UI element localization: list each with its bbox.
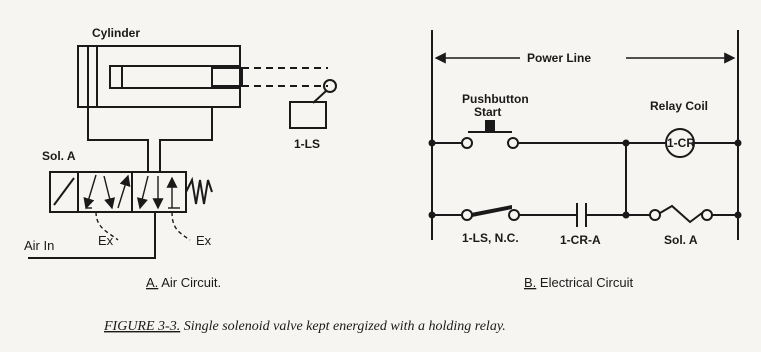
pushbutton-terminal-right	[508, 138, 518, 148]
solenoid-terminal-right	[702, 210, 712, 220]
cylinder	[78, 46, 242, 107]
solenoid-a	[50, 172, 78, 212]
cylinder-port-line-right	[160, 107, 212, 172]
solenoid-valve	[78, 172, 186, 212]
relay-contact-1cr-a	[577, 203, 586, 227]
electrical-caption-text: Electrical Circuit	[536, 275, 634, 290]
figure-caption-text: Single solenoid valve kept energized with a holding relay.	[180, 319, 506, 334]
cylinder-label: Cylinder	[92, 26, 141, 40]
figure-caption	[103, 319, 506, 334]
relay-contact-label: 1-CR-A	[560, 233, 601, 247]
solenoid-a-coil	[660, 206, 702, 222]
limit-switch-label: 1-LS	[294, 137, 321, 151]
power-line-label: Power Line	[527, 51, 592, 65]
cylinder-port-line-left	[88, 107, 148, 172]
electrical-caption-letter: B.	[524, 275, 537, 290]
limit-switch-terminal-right	[509, 210, 519, 220]
pushbutton-start	[468, 120, 512, 132]
air-circuit	[24, 26, 336, 290]
rung-2	[429, 203, 742, 227]
limit-switch-nc-label: 1-LS, N.C.	[462, 231, 519, 245]
solenoid-contact-label: Sol. A	[664, 233, 698, 247]
air-in-label: Air In	[24, 238, 55, 253]
pushbutton-start-label: Start	[474, 105, 502, 119]
pushbutton-terminal-left	[462, 138, 472, 148]
pushbutton-label: Pushbutton	[462, 92, 529, 106]
solenoid-terminal-left	[650, 210, 660, 220]
figure-caption-id: FIGURE 3-3.	[104, 319, 181, 334]
limit-switch-nc-contact	[471, 205, 512, 217]
exhaust-right-line	[172, 212, 190, 240]
air-caption-letter: A.	[146, 275, 159, 290]
solenoid-label: Sol. A	[42, 149, 76, 163]
limit-switch-1ls	[290, 80, 336, 128]
air-circuit-caption	[146, 275, 221, 290]
electrical-circuit-caption	[524, 275, 633, 290]
relay-coil-id: 1-CR	[667, 136, 696, 150]
electrical-circuit	[429, 30, 742, 290]
valve-spring	[186, 180, 212, 204]
relay-coil-label: Relay Coil	[650, 99, 709, 113]
exhaust-left-label: Ex	[98, 233, 114, 248]
exhaust-right-label: Ex	[196, 233, 212, 248]
limit-switch-terminal-left	[462, 210, 472, 220]
air-caption-text: Air Circuit.	[158, 275, 222, 290]
